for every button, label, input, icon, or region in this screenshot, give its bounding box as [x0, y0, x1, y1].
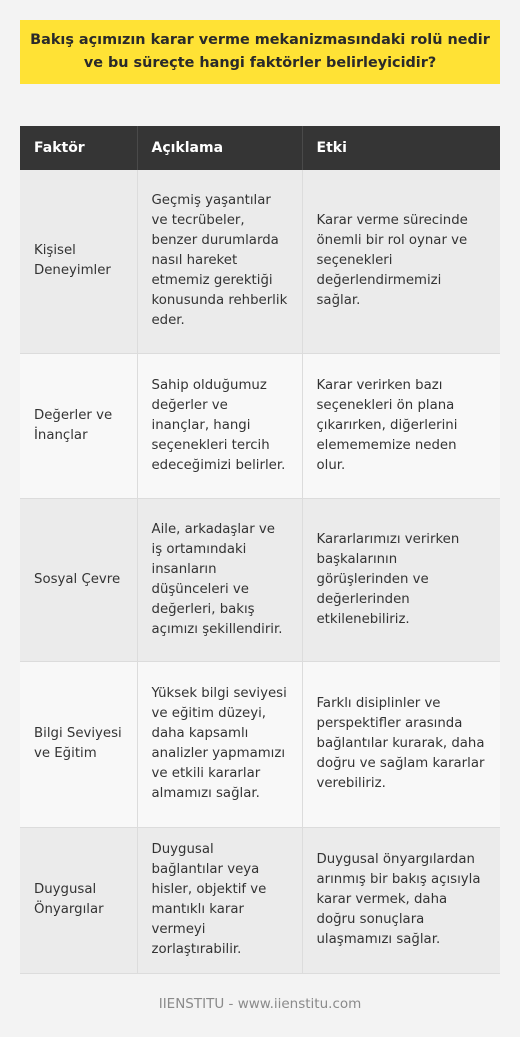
table-header-row — [20, 126, 500, 170]
header-factor: Faktör — [20, 126, 137, 170]
footer-credit: IIENSTITU - www.iienstitu.com — [158, 996, 362, 1012]
cell-description: Yüksek bilgi seviyesi ve eğitim düzeyi, daha kapsamlı analizler yapmamızı ve etkili kararlar almamızı sağlar. — [137, 661, 302, 827]
page-title: Bakış açımızın karar verme mekanizmasındaki rolü nedir ve bu süreçte hangi faktörler belirleyicidir? — [20, 20, 500, 84]
cell-effect: Karar verme sürecinde önemli bir rol oynar ve seçenekleri değerlendirmemizi sağlar. — [302, 170, 500, 353]
cell-effect: Karar verirken bazı seçenekleri ön plana çıkarırken, diğerlerini elemememize neden olur. — [302, 353, 500, 498]
table-row — [20, 827, 500, 973]
cell-factor: Bilgi Seviyesi ve Eğitim — [20, 661, 137, 827]
cell-description: Geçmiş yaşantılar ve tecrübeler, benzer durumlarda nasıl hareket etmemiz gerektiği konusunda rehberlik eder. — [137, 170, 302, 353]
table-row — [20, 353, 500, 498]
cell-description: Duygusal bağlantılar veya hisler, objektif ve mantıklı karar vermeyi zorlaştırabilir. — [137, 827, 302, 973]
cell-factor: Değerler ve İnançlar — [20, 353, 137, 498]
cell-effect: Duygusal önyargılardan arınmış bir bakış açısıyla karar vermek, daha doğru sonuçlara ulaşmamızı sağlar. — [302, 827, 500, 973]
cell-factor: Sosyal Çevre — [20, 498, 137, 661]
cell-factor: Kişisel Deneyimler — [20, 170, 137, 353]
table-row — [20, 498, 500, 661]
cell-description: Aile, arkadaşlar ve iş ortamındaki insanların düşünceleri ve değerleri, bakış açımızı şekillendirir. — [137, 498, 302, 661]
table-row — [20, 661, 500, 827]
cell-effect: Farklı disiplinler ve perspektifler arasında bağlantılar kurarak, daha doğru ve sağlam kararlar verebiliriz. — [302, 661, 500, 827]
table-row — [20, 170, 500, 353]
header-description: Açıklama — [137, 126, 302, 170]
cell-description: Sahip olduğumuz değerler ve inançlar, hangi seçenekleri tercih edeceğimizi belirler. — [137, 353, 302, 498]
header-effect: Etki — [302, 126, 500, 170]
factors-table — [20, 126, 500, 974]
cell-factor: Duygusal Önyargılar — [20, 827, 137, 973]
cell-effect: Kararlarımızı verirken başkalarının görüşlerinden ve değerlerinden etkilenebiliriz. — [302, 498, 500, 661]
